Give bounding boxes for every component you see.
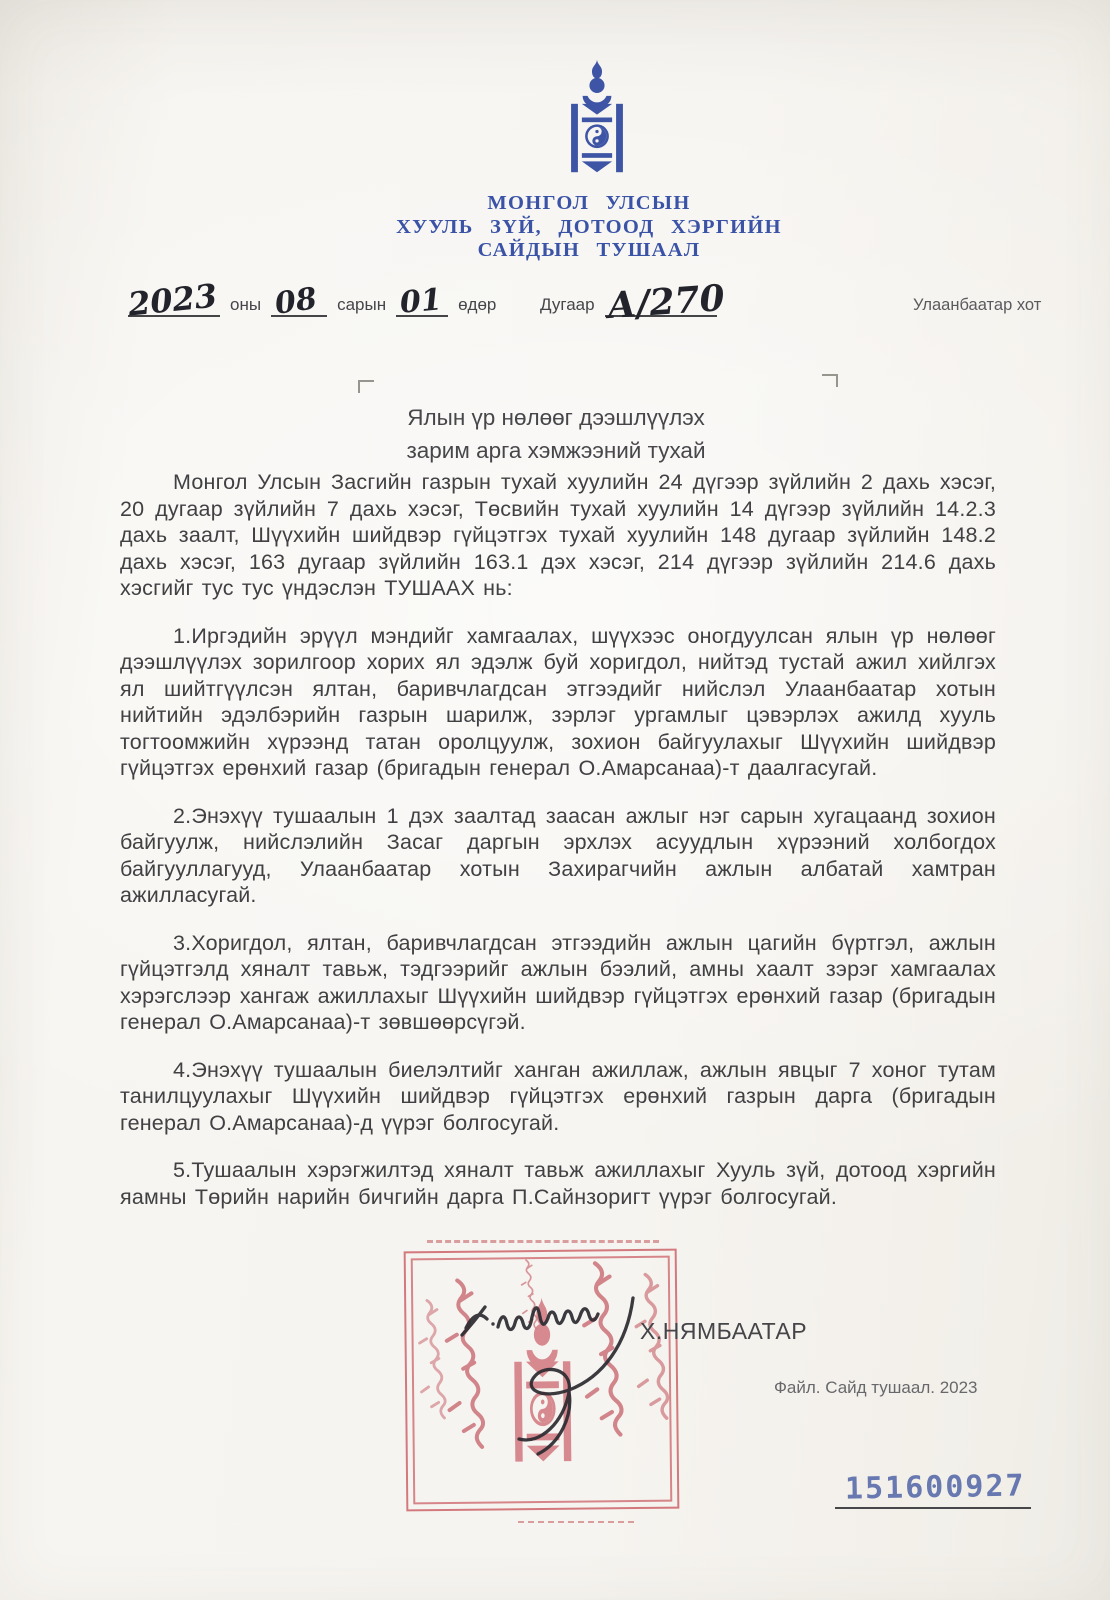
decree-item-3: 3.Хоригдол, ялтан, баривчлагдсан этгээдийн ажлын цагийн бүртгэл, ажлын гүйцэтгэлд хяналт тавьж, тэдгээрийг ажлын бээлий, амны хаалт зэрэг хамгаалах хэрэгслээр хангаж ажиллахыг Шүүхийн шийдвэр гүйцэтгэх ерөнхий газар (бригадын генерал О.Амарсанаа)-т зөвшөөрсүгэй. [120, 930, 996, 1034]
month-label: сарын [337, 295, 387, 314]
month-blank [271, 281, 327, 322]
day-blank [396, 281, 448, 321]
number-blank [605, 276, 726, 328]
decree-number-field [540, 276, 726, 328]
print-corner-mark-left [358, 380, 374, 393]
soyombo-emblem-icon [561, 59, 633, 176]
file-note: Файл. Сайд тушаал. 2023 [774, 1378, 978, 1397]
title-line1: Ялын үр нөлөөг дээшлүүлэх [407, 405, 705, 430]
print-corner-mark-right [822, 374, 838, 387]
handwritten-year: 2023 [126, 276, 219, 324]
signer-name: Х.НЯМБААТАР [640, 1318, 808, 1344]
decree-item-5: 5.Тушаалын хэрэгжилтэд хяналт тавьж ажиллахыг Хууль зүй, дотоод хэргийн яамны Төрийн нарийн бичгийн дарга П.Сайнзоригт үүрэг болгосугай. [120, 1158, 996, 1209]
decree-item-4: 4.Энэхүү тушаалын биелэлтийг ханган ажиллаж, ажлын явцыг 7 хоног тутам танилцуулахыг Шүүхийн шийдвэр гүйцэтгэх ерөнхий газрын дарга (бригадын генерал О.Амарсанаа)-д үүрэг болгосугай. [120, 1057, 996, 1135]
number-label: Дугаар [540, 295, 595, 314]
handwritten-day: 01 [398, 282, 444, 321]
date-fields [126, 276, 497, 324]
title-line2: зарим арга хэмжээний тухай [406, 438, 706, 463]
handwritten-month: 08 [272, 281, 320, 322]
city-label: Улаанбаатар хот [913, 296, 1042, 314]
day-label: өдөр [458, 295, 497, 314]
document-body [120, 469, 996, 1231]
year-label: оны [230, 295, 262, 314]
stamp-edge-marks-bottom [518, 1521, 634, 1523]
decree-item-1: 1.Иргэдийн эрүүл мэндийг хамгаалах, шүүхээс оногдуулсан ялын үр нөлөөг дээшлүүлэх зорилгоор хорих ял эдэлж буй хоригдол, нийтэд тустай ажил хийлгэх ял шийтгүүлсэн ялтан, баривчлагдсан этгээдийг нийслэл Улаанбаатар хотын нийтийн эдэлбэрийн газрын шарилж, зэрлэг ургамлыг цэвэрлэх ажилд хууль тогтоомжийн хүрээнд татан оролцуулж, зохион байгуулахыг Шүүхийн шийдвэр гүйцэтгэх ерөнхий газар (бригадын генерал О.Амарсанаа)-т даалгасугай. [120, 623, 996, 780]
preamble-paragraph: Монгол Улсын Засгийн газрын тухай хуулийн 24 дүгээр зүйлийн 2 дахь хэсэг, 20 дугаар зүйлийн 7 дахь хэсэг, Төсвийн тухай хуулийн 14 дүгээр зүйлийн 14.2.3 дахь заалт, Шүүхийн шийдвэр гүйцэтгэх тухай хуулийн 148 дугаар зүйлийн 148.2 дахь хэсэг, 163 дугаар зүйлийн 163.1 дэх хэсэг, 214 дүгээр зүйлийн 214.6 дахь хэсгийг тус тус үндэслэн ТУШААХ нь: [120, 470, 996, 600]
letterhead [34, 192, 1110, 263]
year-blank [126, 276, 220, 324]
handwritten-number: А/270 [605, 276, 726, 328]
org-name-line2: ХУУЛЬ ЗҮЙ, ДОТООД ХЭРГИЙН [396, 215, 782, 238]
handwritten-signature [430, 1240, 720, 1480]
org-name-line3: САЙДЫН ТУШААЛ [477, 239, 701, 261]
decree-item-2: 2.Энэхүү тушаалын 1 дэх заалтад заасан ажлыг нэг сарын хугацаанд зохион байгуулж, нийслэлийн Засаг даргын эрхлэх асуудлын хүрээний холбогдох байгууллагууд, Улаанбаатар хотын Захирагчийн ажлын албатай хамтран ажилласугай. [120, 803, 996, 907]
org-name-line1: МОНГОЛ УЛСЫН [487, 192, 691, 214]
registry-underline [835, 1507, 1031, 1509]
document-title [120, 401, 992, 467]
registry-number-stamp: 151600927 [844, 1468, 1026, 1507]
